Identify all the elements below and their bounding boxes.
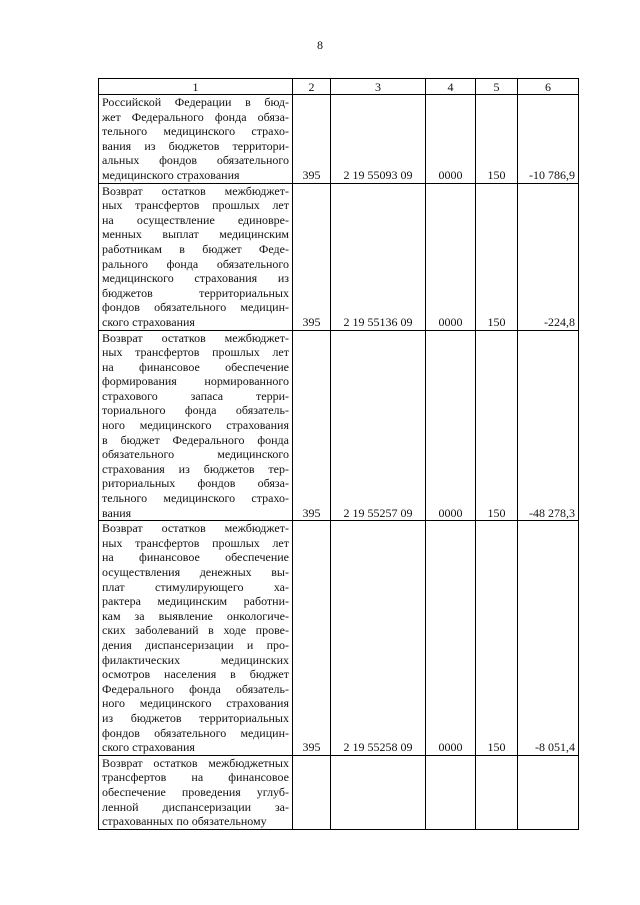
- description-line: Возврат остатков межбюджет-: [102, 521, 289, 536]
- description-line: страхованных по обязательному: [102, 814, 267, 829]
- description-line: из бюджетов территориальных: [102, 710, 289, 725]
- amount-cell: -8 051,4: [518, 521, 579, 756]
- description-line: дения диспансеризации и про-: [102, 637, 289, 652]
- admin-code-cell: 395: [293, 95, 331, 184]
- description-line: ных трансфертов прошлых лет: [102, 535, 289, 550]
- program-code-cell: [426, 755, 476, 829]
- description-line: менных выплат медицинским: [102, 227, 289, 242]
- description-line: Российской Федерации в бюд-: [102, 95, 289, 109]
- description-line: медицинского страхования: [102, 167, 240, 182]
- column-header: 3: [331, 79, 426, 95]
- description-line: ских заболеваний в ходе прове-: [102, 623, 289, 638]
- program-code-cell: 0000: [426, 521, 476, 756]
- row-description: [99, 755, 293, 829]
- row-description: [99, 95, 293, 184]
- description-line: ского страхования: [102, 740, 195, 755]
- description-line: ленной диспансеризации за-: [102, 799, 289, 814]
- description-line: вания из бюджетов территори-: [102, 138, 289, 153]
- description-line: ного медицинского страхования: [102, 696, 289, 711]
- program-code-cell: 0000: [426, 330, 476, 521]
- budget-classification-code-cell: [331, 755, 426, 829]
- description-line: рального фонда обязательного: [102, 256, 289, 271]
- description-line: вания: [102, 505, 132, 520]
- budget-classification-code-cell: 2 19 55257 09: [331, 330, 426, 521]
- description-line: обязательного медицинского: [102, 447, 289, 462]
- table-row: [99, 95, 579, 184]
- description-line: Федерального фонда обязатель-: [102, 681, 289, 696]
- description-line: трансфертов на финансовое: [102, 770, 289, 785]
- row-description: [99, 183, 293, 330]
- description-line: осуществления денежных вы-: [102, 565, 289, 579]
- admin-code-cell: [293, 755, 331, 829]
- description-line: на финансовое обеспечение: [102, 359, 289, 374]
- economic-code-cell: [476, 755, 518, 829]
- page-number: 8: [317, 38, 323, 52]
- admin-code-cell: 395: [293, 330, 331, 521]
- description-line: работникам в бюджет Феде-: [102, 241, 289, 256]
- economic-code-cell: 150: [476, 330, 518, 521]
- program-code-cell: 0000: [426, 183, 476, 330]
- program-code-cell: 0000: [426, 95, 476, 184]
- description-line: кам за выявление онкологиче-: [102, 608, 289, 623]
- column-header: 5: [476, 79, 518, 95]
- description-line: риториальных фондов обяза-: [102, 476, 289, 491]
- amount-cell: -48 278,3: [518, 330, 579, 521]
- description-line: тельного медицинского страхо-: [102, 491, 289, 506]
- description-line: ториального фонда обязатель-: [102, 403, 289, 418]
- table-header-row: [99, 79, 579, 95]
- description-line: Возврат остатков межбюджет-: [102, 183, 289, 198]
- description-line: бюджетов территориальных: [102, 285, 289, 300]
- description-line: на финансовое обеспечение: [102, 550, 289, 565]
- description-line: рактера медицинским работни-: [102, 594, 289, 609]
- description-line: медицинского страхования из: [102, 271, 289, 286]
- admin-code-cell: 395: [293, 521, 331, 756]
- row-description: [99, 330, 293, 521]
- description-line: страхового запаса терри-: [102, 388, 289, 403]
- description-line: Возврат остатков межбюджетных: [102, 755, 289, 770]
- description-line: осмотров населения в бюджет: [102, 667, 289, 682]
- description-line: на осуществление единовре-: [102, 212, 289, 227]
- column-header: 4: [426, 79, 476, 95]
- economic-code-cell: 150: [476, 521, 518, 756]
- description-line: фондов обязательного медицин-: [102, 300, 289, 315]
- table-body: [99, 95, 579, 830]
- description-line: ных трансфертов прошлых лет: [102, 198, 289, 213]
- row-description: [99, 521, 293, 756]
- amount-cell: -10 786,9: [518, 95, 579, 184]
- economic-code-cell: 150: [476, 183, 518, 330]
- description-line: жет Федерального фонда обяза-: [102, 109, 289, 124]
- description-line: страхования из бюджетов тер-: [102, 461, 289, 476]
- budget-classification-code-cell: 2 19 55258 09: [331, 521, 426, 756]
- column-header: 2: [293, 79, 331, 95]
- amount-cell: -224,8: [518, 183, 579, 330]
- budget-classification-code-cell: 2 19 55093 09: [331, 95, 426, 184]
- budget-classification-code-cell: 2 19 55136 09: [331, 183, 426, 330]
- description-line: Возврат остатков межбюджет-: [102, 330, 289, 345]
- table-row: [99, 521, 579, 756]
- description-line: формирования нормированного: [102, 374, 289, 389]
- amount-cell: [518, 755, 579, 829]
- description-line: в бюджет Федерального фонда: [102, 432, 289, 447]
- economic-code-cell: 150: [476, 95, 518, 184]
- column-header: 1: [99, 79, 293, 95]
- description-line: ного медицинского страхования: [102, 418, 289, 433]
- table-row: [99, 330, 579, 521]
- column-header: 6: [518, 79, 579, 95]
- description-line: филактических медицинских: [102, 652, 289, 667]
- description-line: фондов обязательного медицин-: [102, 725, 289, 740]
- description-line: тельного медицинского страхо-: [102, 124, 289, 139]
- admin-code-cell: 395: [293, 183, 331, 330]
- description-line: ных трансфертов прошлых лет: [102, 345, 289, 360]
- description-line: плат стимулирующего ха-: [102, 579, 289, 594]
- description-line: ского страхования: [102, 314, 195, 329]
- description-line: обеспечение проведения углуб-: [102, 784, 289, 799]
- table-row: [99, 183, 579, 330]
- budget-table: [98, 78, 579, 830]
- table-row: [99, 755, 579, 829]
- description-line: альных фондов обязательного: [102, 153, 289, 168]
